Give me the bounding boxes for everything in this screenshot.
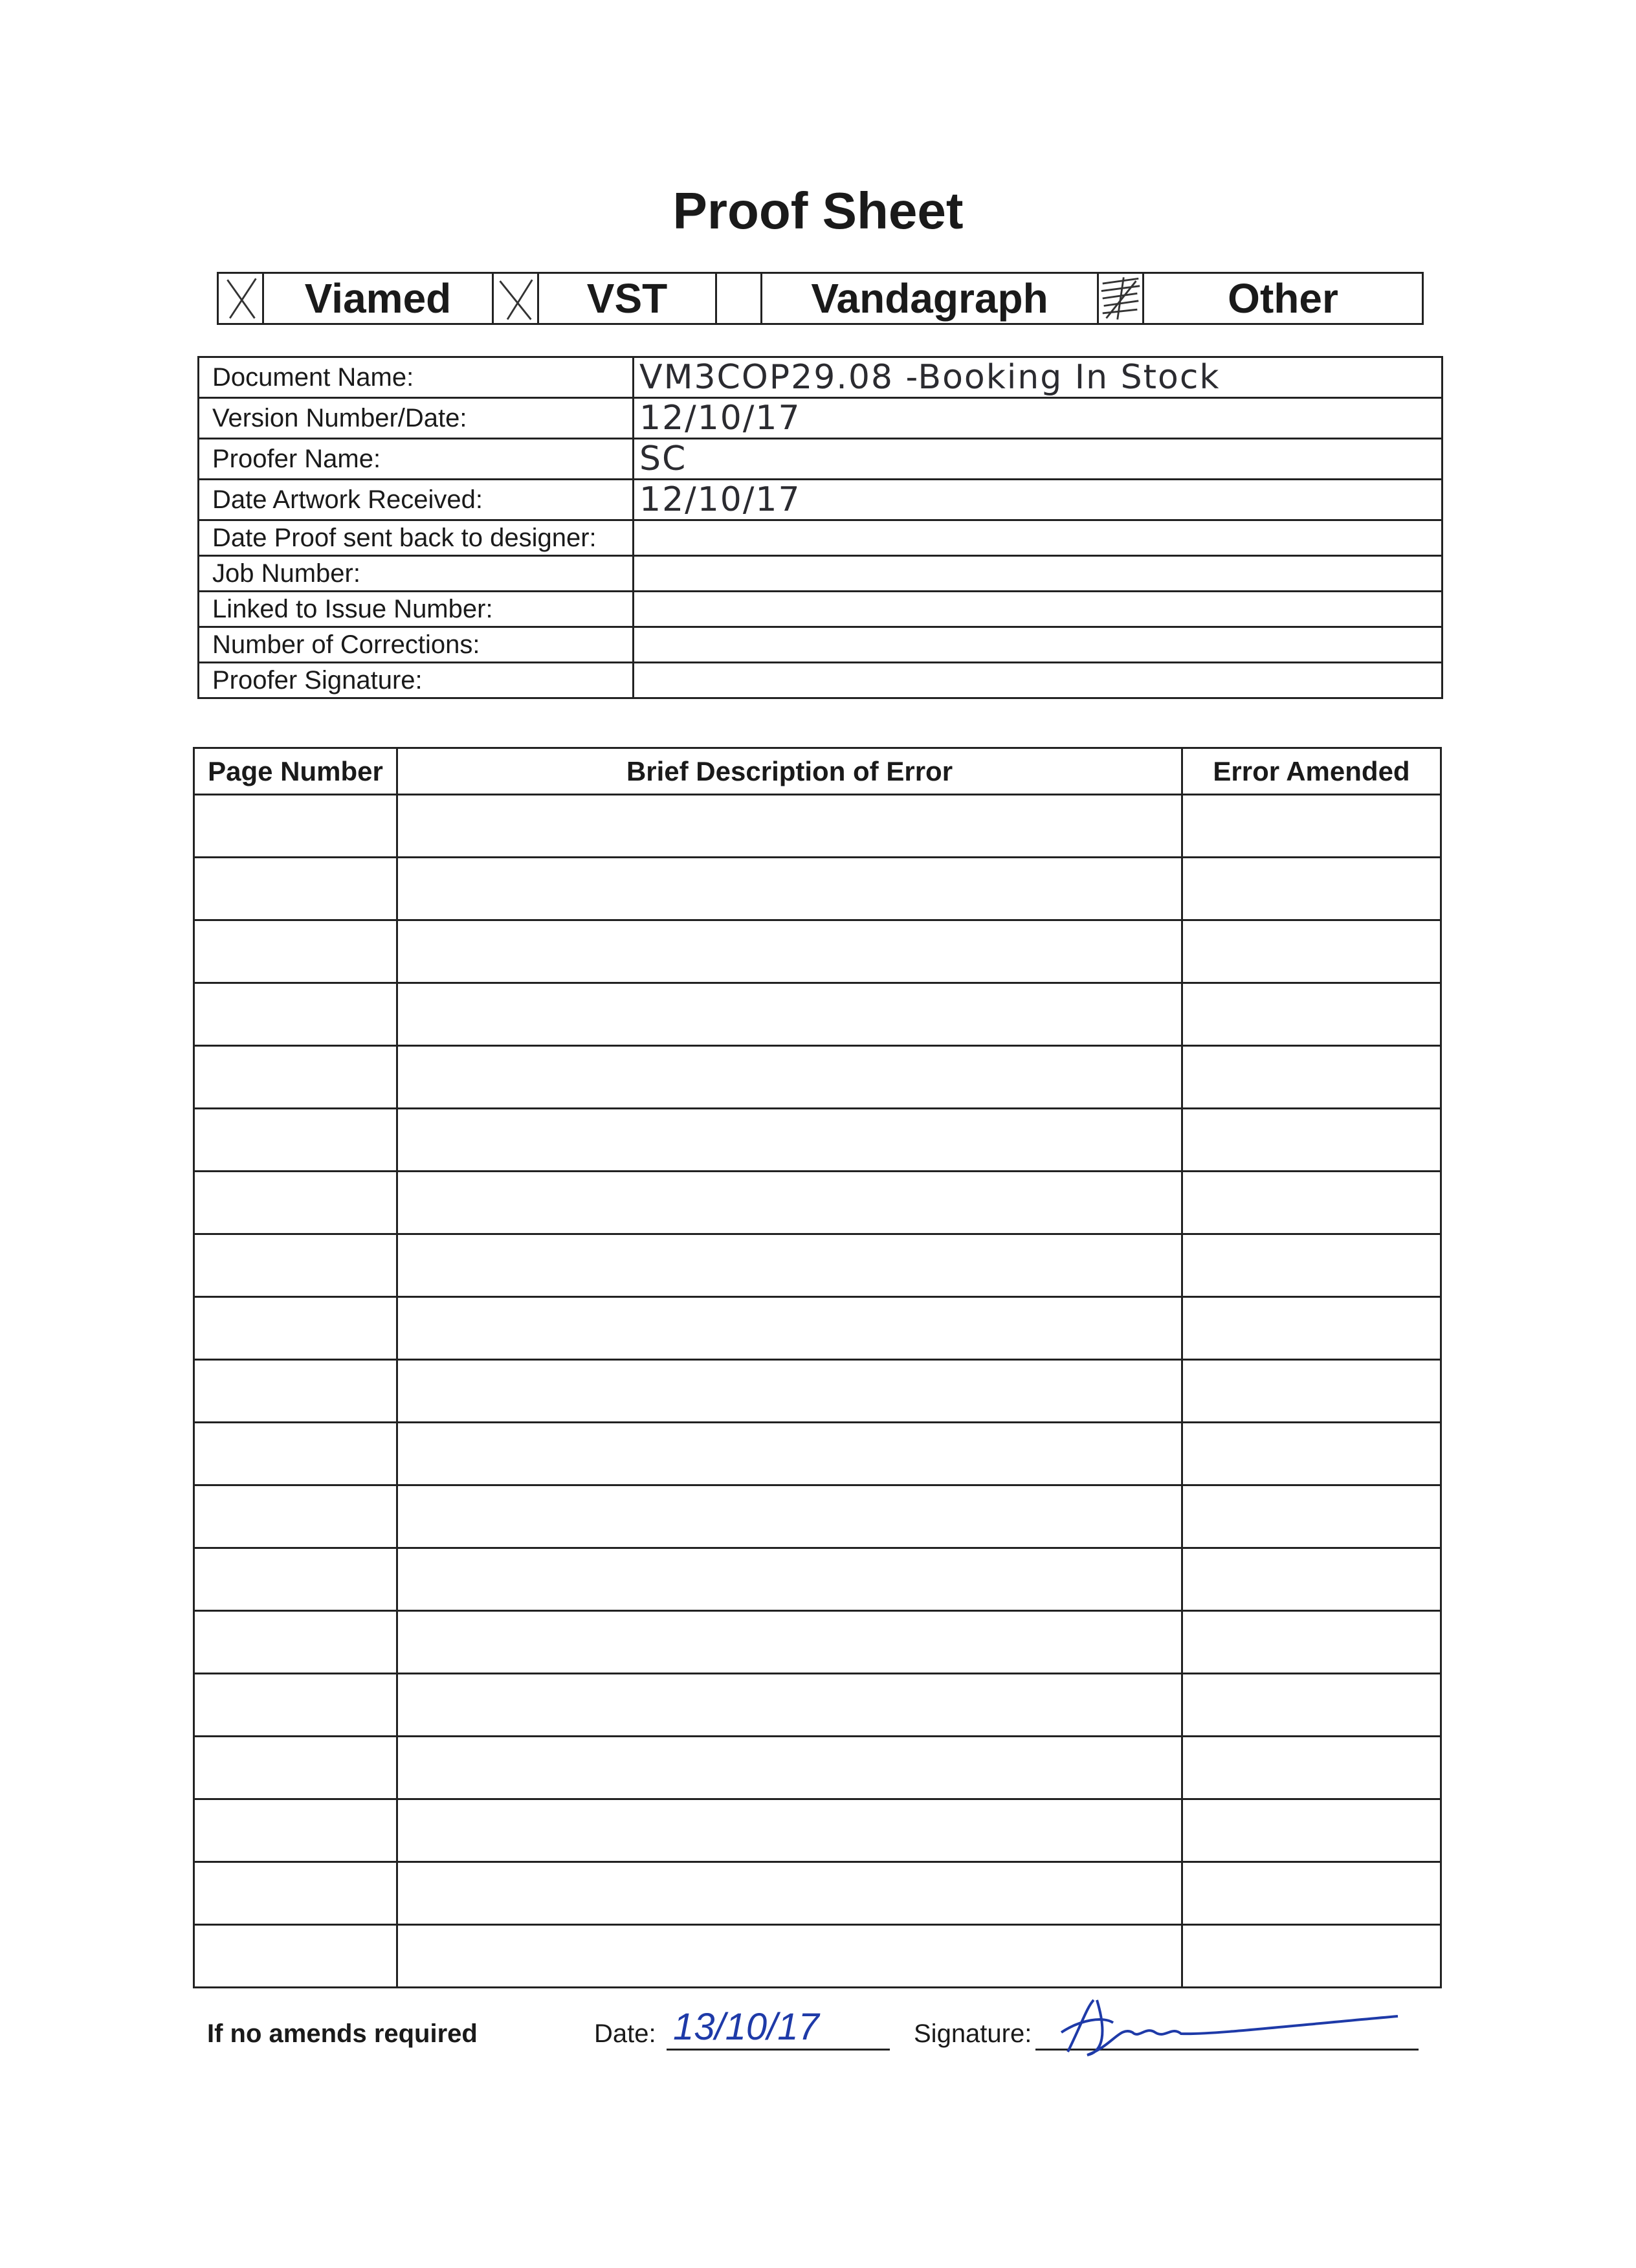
table-row (194, 1485, 1441, 1548)
error-amended-cell[interactable] (1182, 858, 1441, 920)
info-value[interactable]: 12/10/17 (634, 398, 1443, 439)
description-cell[interactable] (397, 1548, 1182, 1611)
info-row (199, 398, 1443, 439)
info-label: Proofer Signature: (199, 663, 634, 698)
page-number-cell[interactable] (194, 1611, 397, 1674)
check-mark-icon (494, 274, 537, 323)
table-row (194, 1234, 1441, 1297)
info-label: Job Number: (199, 556, 634, 592)
page-number-cell[interactable] (194, 1737, 397, 1799)
description-cell[interactable] (397, 1360, 1182, 1423)
date-label: Date: (594, 2019, 656, 2048)
info-row (199, 592, 1443, 627)
table-row (194, 1548, 1441, 1611)
page-number-cell[interactable] (194, 1799, 397, 1862)
table-row (194, 983, 1441, 1046)
info-label: Version Number/Date: (199, 398, 634, 439)
info-value[interactable] (634, 592, 1443, 627)
info-value[interactable]: VM3COP29.08 -Booking In Stock (634, 357, 1443, 398)
table-row (194, 1799, 1441, 1862)
page-number-cell[interactable] (194, 1674, 397, 1737)
checkbox-vst[interactable] (494, 274, 539, 323)
info-row (199, 556, 1443, 592)
error-amended-cell[interactable] (1182, 1737, 1441, 1799)
description-cell[interactable] (397, 1297, 1182, 1360)
info-label: Proofer Name: (199, 439, 634, 480)
error-amended-cell[interactable] (1182, 1423, 1441, 1485)
error-table-header (194, 748, 1441, 795)
page-number-cell[interactable] (194, 1234, 397, 1297)
error-amended-cell[interactable] (1182, 1046, 1441, 1109)
info-row (199, 663, 1443, 698)
description-cell[interactable] (397, 920, 1182, 983)
info-label: Date Artwork Received: (199, 480, 634, 520)
page-number-cell[interactable] (194, 1297, 397, 1360)
brand-label-other: Other (1228, 275, 1338, 322)
page-number-cell[interactable] (194, 983, 397, 1046)
error-amended-cell[interactable] (1182, 983, 1441, 1046)
description-cell[interactable] (397, 1799, 1182, 1862)
description-cell[interactable] (397, 1737, 1182, 1799)
page-number-cell[interactable] (194, 1360, 397, 1423)
info-value[interactable] (634, 663, 1443, 698)
brand-selector (217, 272, 1424, 325)
info-label: Date Proof sent back to designer: (199, 520, 634, 556)
footer-note: If no amends required (207, 2019, 478, 2048)
info-value[interactable] (634, 627, 1443, 663)
check-mark-icon (219, 274, 262, 323)
scribble-icon (1099, 274, 1142, 323)
description-cell[interactable] (397, 983, 1182, 1046)
page-title: Proof Sheet (672, 182, 964, 239)
error-table-body (194, 795, 1441, 1988)
error-amended-cell[interactable] (1182, 1799, 1441, 1862)
table-row (194, 1172, 1441, 1234)
column-header-page-number: Page Number (194, 748, 397, 795)
date-field[interactable]: 13/10/17 (673, 2006, 819, 2048)
table-row (194, 1611, 1441, 1674)
description-cell[interactable] (397, 1046, 1182, 1109)
table-row (194, 1737, 1441, 1799)
signature-label: Signature: (914, 2019, 1032, 2048)
error-table (193, 747, 1442, 1988)
table-row (194, 1423, 1441, 1485)
table-row (194, 920, 1441, 983)
column-header-error-amended: Error Amended (1182, 748, 1441, 795)
description-cell[interactable] (397, 858, 1182, 920)
brand-label-viamed: Viamed (264, 274, 494, 323)
page-number-cell[interactable] (194, 1423, 397, 1485)
checkbox-viamed[interactable] (219, 274, 264, 323)
description-cell[interactable] (397, 1485, 1182, 1548)
info-row (199, 520, 1443, 556)
error-amended-cell[interactable] (1182, 1485, 1441, 1548)
description-cell[interactable] (397, 1234, 1182, 1297)
description-cell[interactable] (397, 1862, 1182, 1925)
info-label: Linked to Issue Number: (199, 592, 634, 627)
info-row (199, 480, 1443, 520)
checkbox-vandagraph[interactable] (717, 274, 762, 323)
table-row (194, 858, 1441, 920)
page-number-cell[interactable] (194, 1485, 397, 1548)
table-row (194, 1109, 1441, 1172)
table-row (194, 1674, 1441, 1737)
error-amended-cell[interactable] (1182, 1234, 1441, 1297)
table-row (194, 1925, 1441, 1988)
description-cell[interactable] (397, 1674, 1182, 1737)
description-cell[interactable] (397, 1423, 1182, 1485)
error-amended-cell[interactable] (1182, 1611, 1441, 1674)
info-value[interactable] (634, 520, 1443, 556)
page-number-cell[interactable] (194, 1046, 397, 1109)
info-row (199, 357, 1443, 398)
info-label: Document Name: (199, 357, 634, 398)
handwritten-signature[interactable] (1042, 1987, 1404, 2058)
table-row (194, 1360, 1441, 1423)
info-value[interactable]: SC (634, 439, 1443, 480)
page-number-cell[interactable] (194, 1109, 397, 1172)
page-number-cell[interactable] (194, 1172, 397, 1234)
error-amended-cell[interactable] (1182, 1548, 1441, 1611)
info-label: Number of Corrections: (199, 627, 634, 663)
error-amended-cell[interactable] (1182, 1109, 1441, 1172)
info-row (199, 627, 1443, 663)
table-row (194, 1046, 1441, 1109)
page-number-cell[interactable] (194, 1925, 397, 1988)
description-cell[interactable] (397, 1925, 1182, 1988)
info-value[interactable]: 12/10/17 (634, 480, 1443, 520)
description-cell[interactable] (397, 1109, 1182, 1172)
table-row (194, 1297, 1441, 1360)
error-amended-cell[interactable] (1182, 1297, 1441, 1360)
description-cell[interactable] (397, 1172, 1182, 1234)
page-number-cell[interactable] (194, 1862, 397, 1925)
error-amended-cell[interactable] (1182, 1674, 1441, 1737)
error-amended-cell[interactable] (1182, 795, 1441, 858)
error-amended-cell[interactable] (1182, 1925, 1441, 1988)
date-line (667, 2049, 890, 2051)
page-number-cell[interactable] (194, 795, 397, 858)
brand-label-vandagraph: Vandagraph (762, 274, 1099, 323)
error-amended-cell[interactable] (1182, 1862, 1441, 1925)
error-amended-cell[interactable] (1182, 920, 1441, 983)
brand-label-vst: VST (539, 274, 717, 323)
table-row (194, 795, 1441, 858)
document-info-table (197, 356, 1443, 699)
error-amended-cell[interactable] (1182, 1172, 1441, 1234)
page-number-cell[interactable] (194, 1548, 397, 1611)
checkbox-other[interactable] (1099, 274, 1144, 323)
page-number-cell[interactable] (194, 920, 397, 983)
column-header-description: Brief Description of Error (397, 748, 1182, 795)
info-row (199, 439, 1443, 480)
description-cell[interactable] (397, 1611, 1182, 1674)
description-cell[interactable] (397, 795, 1182, 858)
error-amended-cell[interactable] (1182, 1360, 1441, 1423)
info-value[interactable] (634, 556, 1443, 592)
footer (0, 2006, 1636, 2078)
page-number-cell[interactable] (194, 858, 397, 920)
table-row (194, 1862, 1441, 1925)
